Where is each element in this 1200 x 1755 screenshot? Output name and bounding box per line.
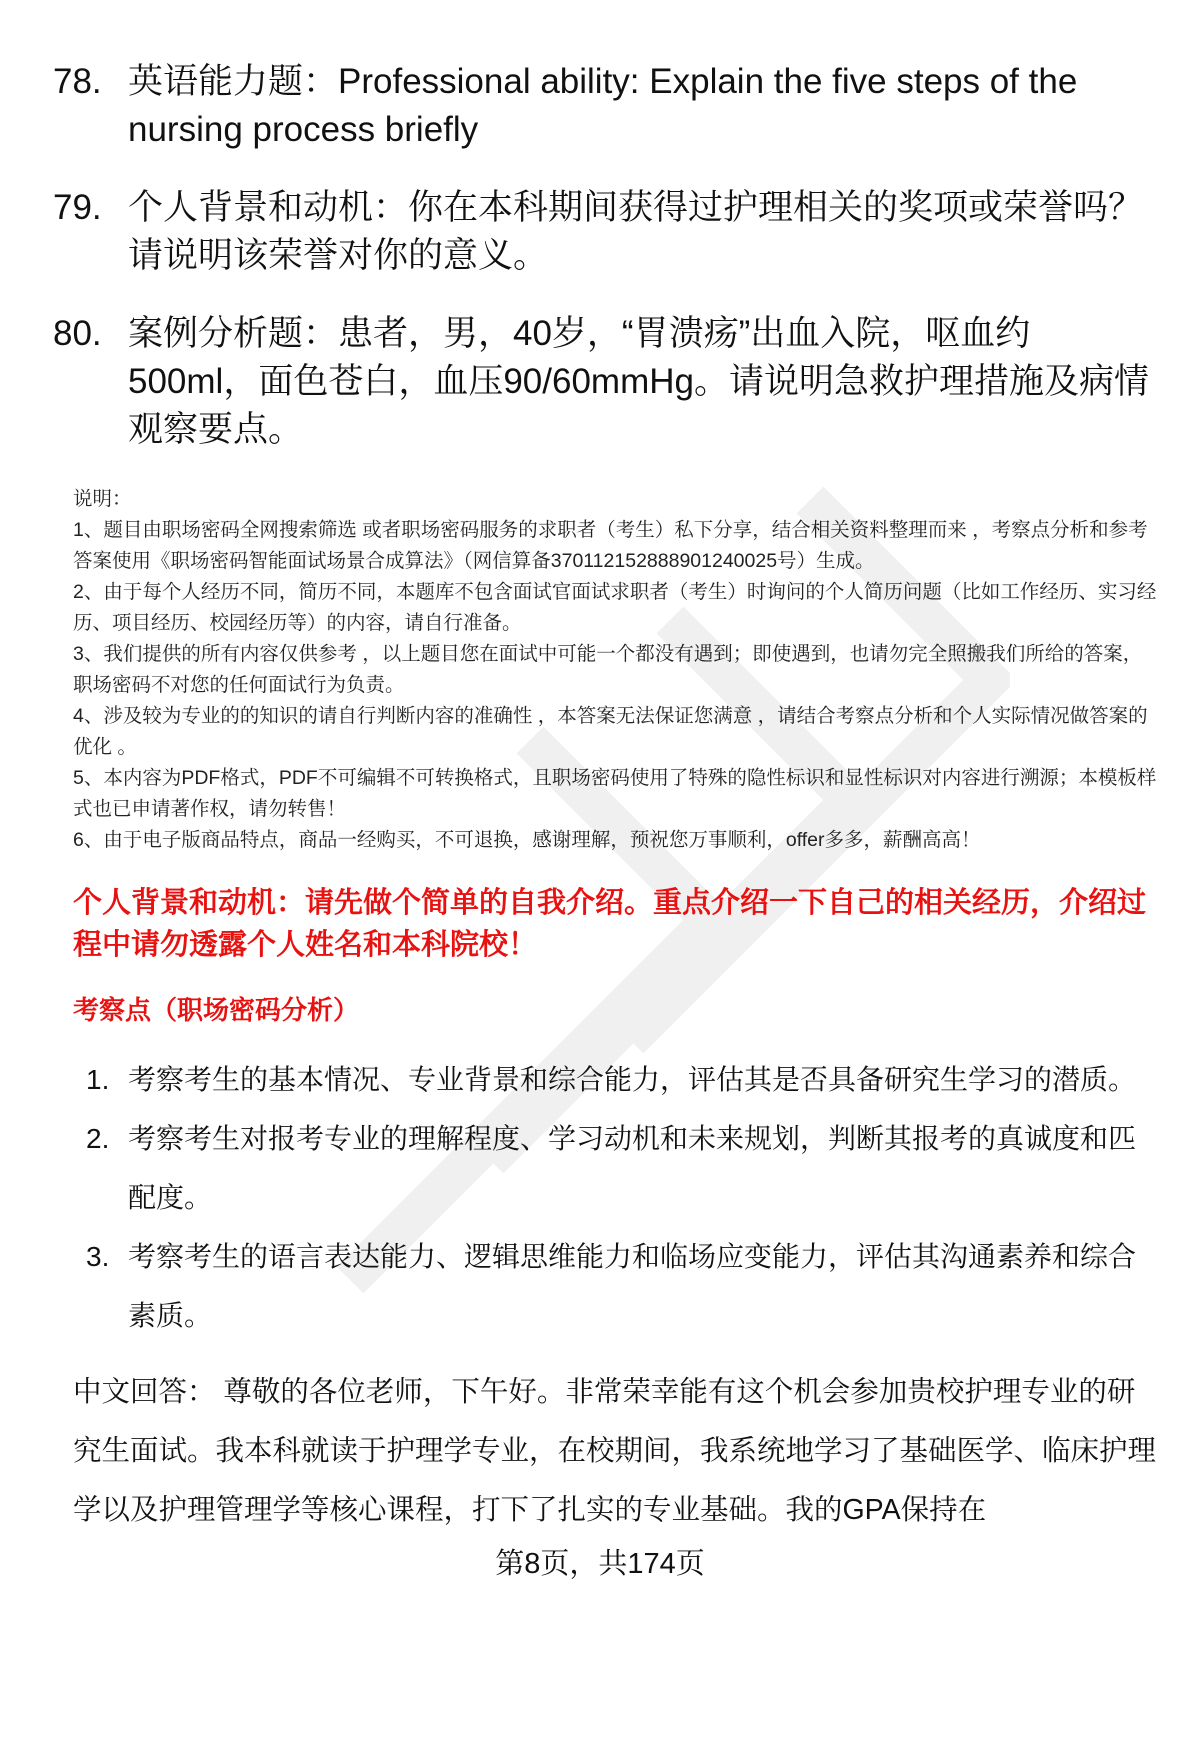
note-item: 4、涉及较为专业的的知识的请自行判断内容的准确性 ，本答案无法保证您满意 ，请结合考察点分析和个人实际情况做答案的优化 。 [73,705,1148,758]
note-item: 6、由于电子版商品特点，商品一经购买，不可退换，感谢理解，预祝您万事顺利，offer多多，薪酬高高！ [73,829,981,851]
page-footer: 第8页，共174页 [495,1548,705,1580]
point-text: 考察考生对报考专业的理解程度、学习动机和未来规划，判断其报考的真诚度和匹配度。 [128,1123,1137,1213]
question-text: 案例分析题：患者，男，40岁，“胃溃疡”出血入院，呕血约500ml，面色苍白，血压90/60mmHg。请说明急救护理措施及病情观察要点。 [128,314,1149,449]
analysis-point [73,1050,1160,1109]
question-number: 80. [53,314,102,353]
note-item: 1、题目由职场密码全网搜索筛选 或者职场密码服务的求职者（考生）私下分享，结合相关资料整理而来 ，考察点分析和参考答案使用《职场密码智能面试场景合成算法》（网信算备370112152888901240025号）生成。 [73,519,1148,572]
question-78 [53,58,1160,154]
analysis-point [73,1227,1160,1345]
question-80 [53,310,1160,454]
question-text: 英语能力题：Professional ability: Explain the five steps of the nursing process briefly [128,62,1078,149]
note-item: 5、本内容为PDF格式，PDF不可编辑不可转换格式，且职场密码使用了特殊的隐性标识和显性标识对内容进行溯源；本模板样式也已申请著作权，请勿转售！ [73,767,1157,820]
point-text: 考察考生的基本情况、专业背景和综合能力，评估其是否具备研究生学习的潜质。 [128,1064,1137,1095]
chinese-answer: 中文回答： 尊敬的各位老师，下午好。非常荣幸能有这个机会参加贵校护理专业的研究生面试。我本科就读于护理学专业，在校期间，我系统地学习了基础医学、临床护理学以及护理管理学等核心课程，打下了扎实的专业基础。我的GPA保持在 [73,1376,1157,1526]
point-number: 2. [86,1123,110,1154]
notes-title: 说明： [73,488,132,510]
question-number: 78. [53,62,102,101]
note-item: 3、我们提供的所有内容仅供参考 ，以上题目您在面试中可能一个都没有遇到；即使遇到，也请勿完全照搬我们所给的答案，职场密码不对您的任何面试行为负责。 [73,643,1143,696]
point-number: 3. [86,1241,110,1272]
analysis-point [73,1109,1160,1227]
point-number: 1. [86,1064,110,1095]
current-question-heading: 个人背景和动机：请先做个简单的自我介绍。重点介绍一下自己的相关经历，介绍过程中请勿透露个人姓名和本科院校！ [73,887,1147,961]
point-text: 考察考生的语言表达能力、逻辑思维能力和临场应变能力，评估其沟通素养和综合素质。 [128,1241,1137,1331]
analysis-title: 考察点（职场密码分析） [73,995,360,1025]
question-text: 个人背景和动机：你在本科期间获得过护理相关的奖项或荣誉吗？请说明该荣誉对你的意义。 [128,188,1144,275]
question-number: 79. [53,188,102,227]
analysis-list [73,1050,1160,1345]
note-item: 2、由于每个人经历不同，简历不同，本题库不包含面试官面试求职者（考生）时询问的个人简历问题（比如工作经历、实习经历、项目经历、校园经历等）的内容，请自行准备。 [73,581,1157,634]
question-79 [53,184,1160,280]
notes-section [73,484,1160,856]
